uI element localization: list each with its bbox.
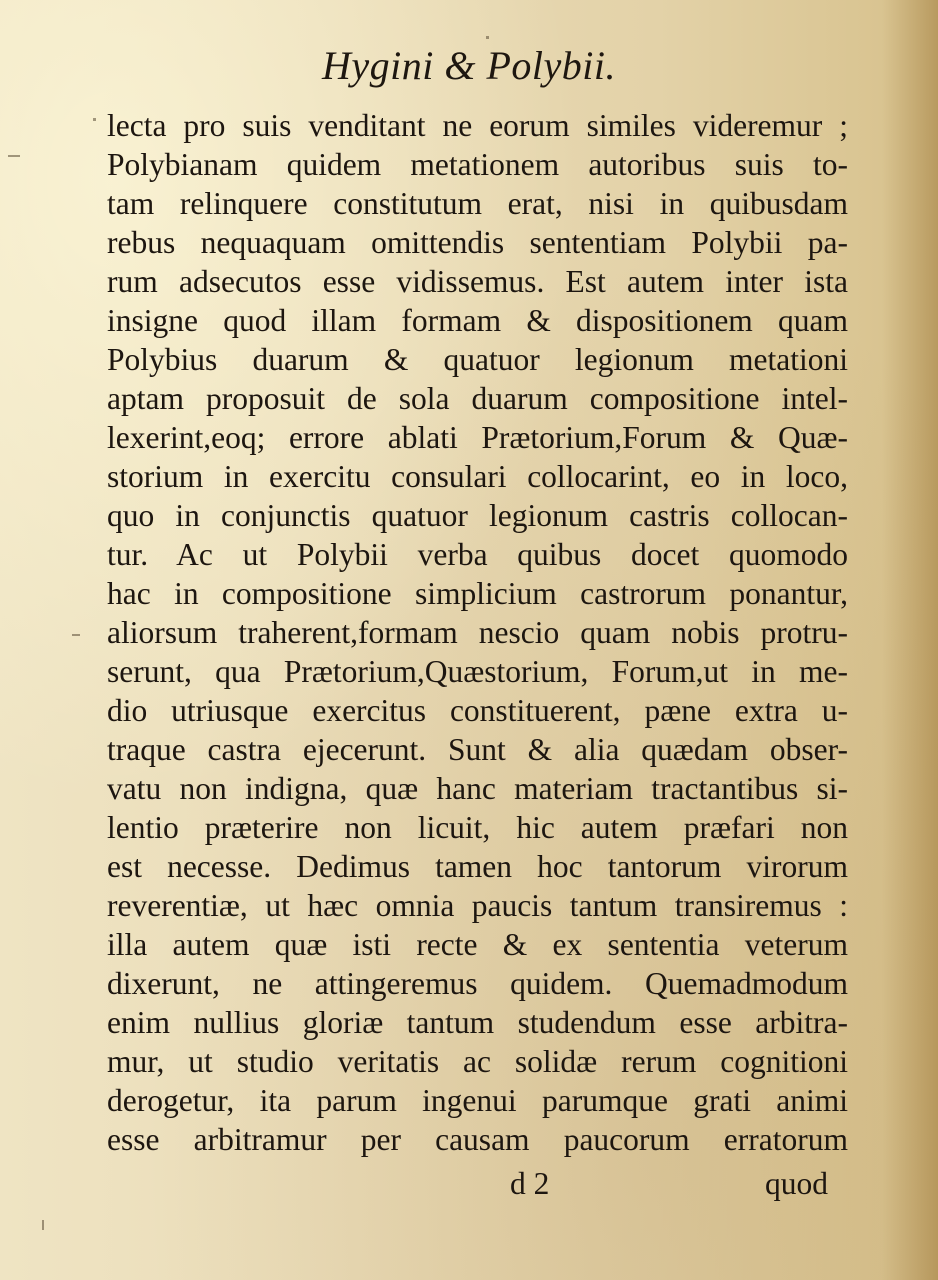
text-line: traque castra ejecerunt. Sunt & alia quædam obser- xyxy=(107,732,848,767)
text-line: dixerunt, ne attingeremus quidem. Quemadmodum xyxy=(107,966,848,1001)
text-line: lexerint,eoq; errore ablati Prætorium,Forum & Quæ- xyxy=(107,420,848,455)
margin-speck xyxy=(486,36,489,39)
text-line: esse arbitramur per causam paucorum erratorum xyxy=(107,1122,848,1157)
text-line: lecta pro suis venditant ne eorum similes videremur ; xyxy=(107,108,848,143)
running-head: Hygini & Polybii. xyxy=(321,43,616,88)
text-line: lentio præterire non licuit, hic autem præfari non xyxy=(107,810,848,845)
text-line: reverentiæ, ut hæc omnia paucis tantum transiremus : xyxy=(107,888,848,923)
text-line: rebus nequaquam omittendis sententiam Polybii pa- xyxy=(107,225,848,260)
text-line: tur. Ac ut Polybii verba quibus docet quomodo xyxy=(107,537,848,572)
text-line: vatu non indigna, quæ hanc materiam tractantibus si- xyxy=(107,771,848,806)
text-line: serunt, qua Prætorium,Quæstorium, Forum,ut in me- xyxy=(107,654,848,689)
margin-speck xyxy=(8,155,20,157)
margin-speck xyxy=(72,634,80,636)
text-line: mur, ut studio veritatis ac solidæ rerum cognitioni xyxy=(107,1044,848,1079)
margin-speck xyxy=(93,118,96,121)
catchword: quod xyxy=(765,1166,828,1201)
text-line: tam relinquere constitutum erat, nisi in quibusdam xyxy=(107,186,848,221)
text-line: aptam proposuit de sola duarum compositione intel- xyxy=(107,381,848,416)
text-line: est necesse. Dedimus tamen hoc tantorum virorum xyxy=(107,849,848,884)
text-line: rum adsecutos esse vidissemus. Est autem inter ista xyxy=(107,264,848,299)
text-line: enim nullius gloriæ tantum studendum esse arbitra- xyxy=(107,1005,848,1040)
text-line: storium in exercitu consulari collocarint, eo in loco, xyxy=(107,459,848,494)
text-line: quo in conjunctis quatuor legionum castris collocan- xyxy=(107,498,848,533)
text-line: derogetur, ita parum ingenui parumque grati animi xyxy=(107,1083,848,1118)
text-line: aliorsum traherent,formam nescio quam nobis protru- xyxy=(107,615,848,650)
signature-mark: d 2 xyxy=(510,1166,550,1201)
text-line: dio utriusque exercitus constituerent, pæne extra u- xyxy=(107,693,848,728)
text-line: hac in compositione simplicium castrorum ponantur, xyxy=(107,576,848,611)
margin-speck xyxy=(42,1220,44,1230)
text-line: Polybianam quidem metationem autoribus suis to- xyxy=(107,147,848,182)
text-line: Polybius duarum & quatuor legionum metationi xyxy=(107,342,848,377)
text-line: insigne quod illam formam & dispositionem quam xyxy=(107,303,848,338)
text-line: illa autem quæ isti recte & ex sententia veterum xyxy=(107,927,848,962)
